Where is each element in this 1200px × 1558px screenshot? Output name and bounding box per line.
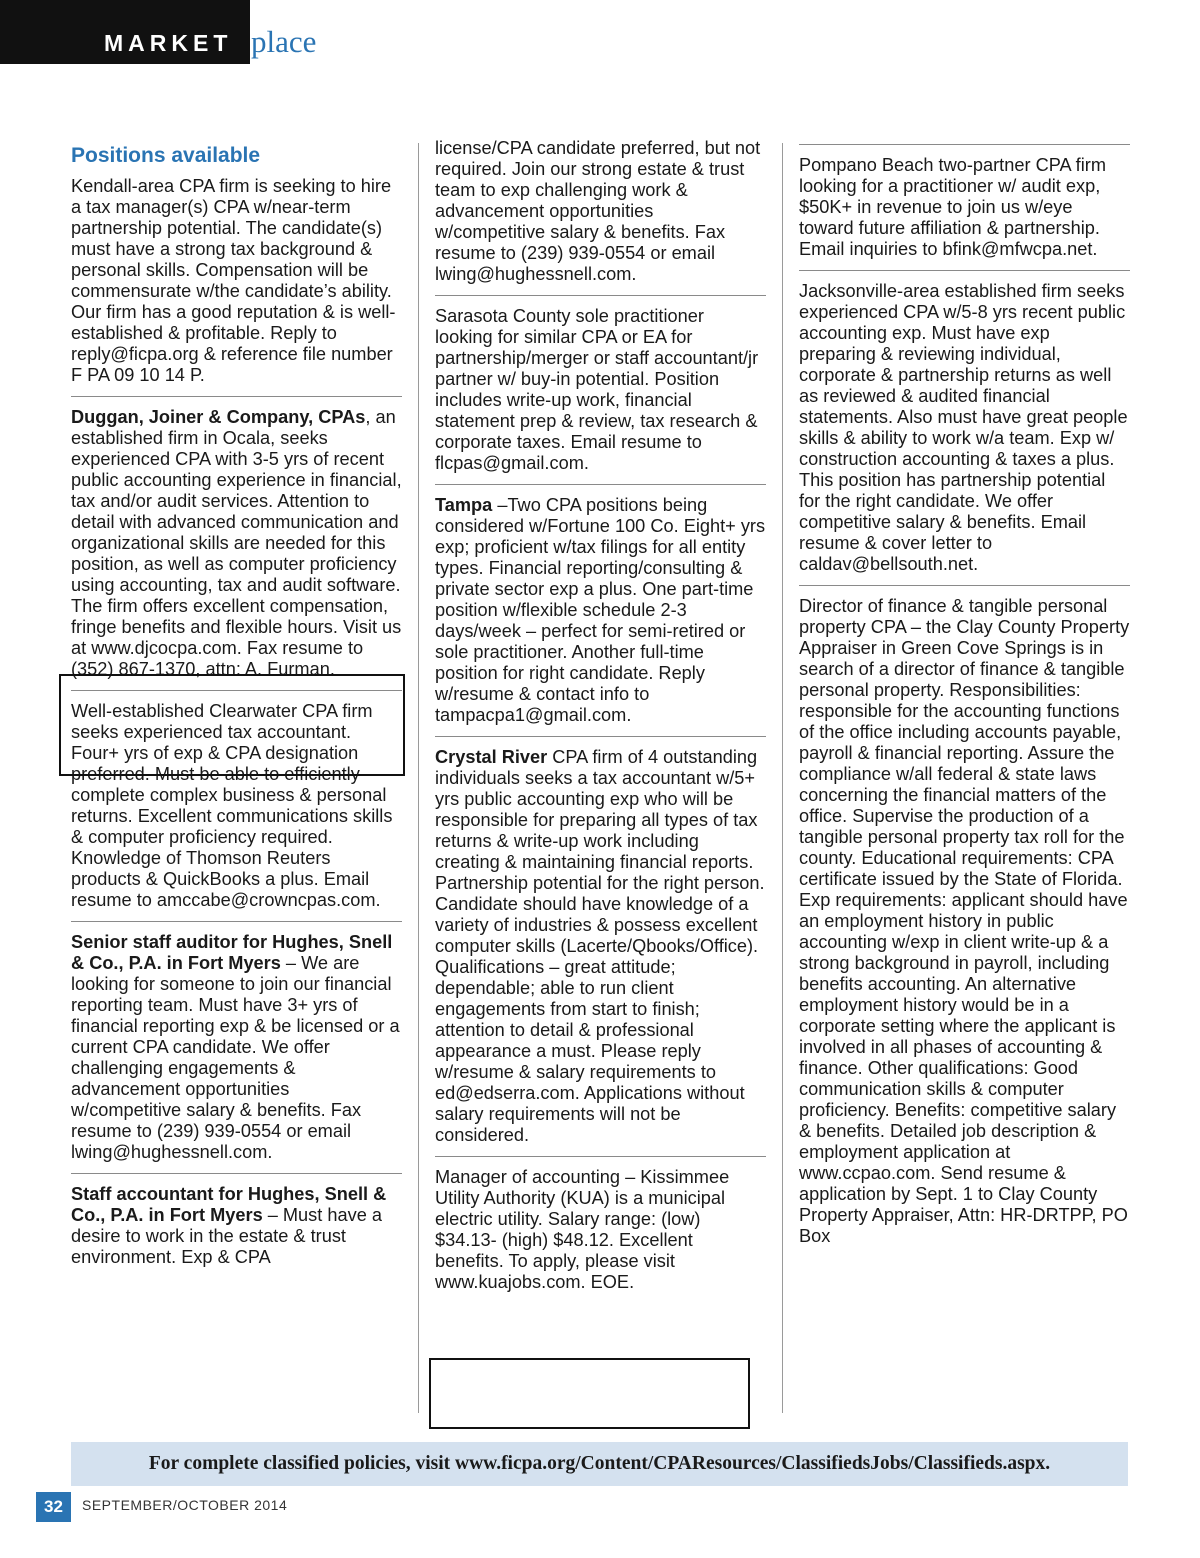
listing-divider — [435, 736, 766, 737]
listing-text: , an established firm in Ocala, seeks experienced CPA with 3-5 yrs of recent public accounting experience in financial, tax and/or audit services. Attention to detail with advanced communication and organizational skills are needed for this position, as well as computer proficiency using accounting, tax and audit software. The firm offers excellent compensation, fringe benefits and flexible hours. Visit us at www.djcocpa.com. Fax resume to (352) 867-1370, attn: A. Furman. — [71, 407, 402, 679]
classified-policies-band — [71, 1442, 1128, 1486]
listing-text: CPA firm of 4 outstanding individuals seeks a tax accountant w/5+ yrs public accounting exp who will be responsible for preparing all types of tax returns & write-up work including creating & maintaining financial reports. Partnership potential for the right person. Candidate should have knowledge of a variety of industries & possess excellent computer skills (Lacerte/Qbooks/Office). Qualifications – great attitude; dependable; able to run client engagements from start to finish; attention to detail & professional appearance a must. Please reply w/resume & salary requirements to ed@edserra.com. Applications without salary requirements will not be considered. — [435, 747, 765, 1145]
highlight-box-duggan-contact — [59, 674, 405, 776]
header-market-word: MARKET — [104, 30, 233, 56]
listing-text: – Must have a desire to work in the estate & trust environment. Exp & CPA — [71, 1205, 382, 1267]
listing-staff-accountant-continued — [435, 138, 766, 285]
listing-tampa — [435, 495, 766, 726]
listing-jacksonville — [799, 281, 1130, 575]
listing-divider — [799, 144, 1130, 145]
issue-date: SEPTEMBER/OCTOBER 2014 — [82, 1497, 288, 1513]
column-2 — [435, 138, 766, 1293]
classified-policies-text[interactable]: For complete classified policies, visit www.ficpa.org/Content/CPAResources/ClassifiedsJobs/Classifieds.aspx. — [148, 1453, 1051, 1474]
listing-divider — [435, 1156, 766, 1157]
listing-text: Well-established Clearwater CPA firm seeks experienced tax accountant. Four+ yrs of exp & CPA designation preferred. Must be able to efficiently complete complex business & personal returns. Excellent communications skills & computer proficiency required. Knowledge of Thomson Reuters products & QuickBooks a plus. Email resume to amccabe@crowncpas.com. — [71, 701, 393, 910]
listing-lead: Tampa — [435, 495, 493, 515]
column-divider — [782, 143, 783, 1413]
listing-text: Manager of accounting – Kissimmee Utility Authority (KUA) is a municipal electric utility. Salary range: (low) $34.13- (high) $48.12. Excellent benefits. To apply, please visit www.kuajobs.com. EOE. — [435, 1167, 730, 1292]
listing-divider — [435, 295, 766, 296]
listing-pompano-beach — [799, 155, 1130, 260]
listing-duggan-joiner — [71, 407, 402, 680]
header-place-word: place — [251, 24, 317, 59]
listing-crystal-river — [435, 747, 766, 1146]
listing-text: Sarasota County sole practitioner looking for similar CPA or EA for partnership/merger or staff accountant/jr partner w/ buy-in potential. Position includes write-up work, financial statement prep & review, tax research & corporate taxes. Email resume to flcpas@gmail.com. — [435, 306, 759, 473]
listing-text: –Two CPA positions being considered w/Fortune 100 Co. Eight+ yrs exp; proficient w/tax filings for all entity types. Financial reporting/consulting & private sector exp a plus. One part-time position w/flexible schedule 2-3 days/week – perfect for semi-retired or sole practitioner. Another full-time position for right candidate. Reply w/resume & contact info to tampacpa1@gmail.com. — [435, 495, 766, 725]
listing-divider — [71, 921, 402, 922]
listing-lead: Staff accountant for Hughes, Snell & Co., P.A. in Fort Myers — [71, 1184, 387, 1225]
column-3 — [799, 138, 1130, 1247]
listing-senior-staff-auditor — [71, 932, 402, 1163]
listing-lead: Crystal River — [435, 747, 548, 767]
listing-text: license/CPA candidate preferred, but not required. Join our strong estate & trust team to exp challenging work & advancement opportunities w/competitive salary & benefits. Fax resume to (239) 939-0554 or email lwing@hughessnell.com. — [435, 138, 761, 284]
listing-divider — [71, 396, 402, 397]
listing-divider — [799, 270, 1130, 271]
highlight-box-kua-contact — [429, 1358, 750, 1429]
listing-text: – We are looking for someone to join our financial reporting team. Must have 3+ yrs of financial reporting exp & be licensed or a current CPA candidate. We offer challenging engagements & advancement opportunities w/competitive salary & benefits. Fax resume to (239) 939-0554 or email lwing@hughessnell.com. — [71, 953, 400, 1162]
page-number-badge — [36, 1492, 71, 1522]
listing-sarasota — [435, 306, 766, 474]
column-divider — [418, 143, 419, 1413]
listing-clay-county — [799, 596, 1130, 1247]
listing-text: Director of finance & tangible personal property CPA – the Clay County Property Appraiser in Green Cove Springs is in search of a director of finance & tangible personal property. Responsibilities: responsible for the accounting functions of the office including accounts payable, payroll & financial reporting. Assure the compliance w/all federal & state laws concerning the financial matters of the office. Supervise the production of a tangible personal property tax roll for the county. Educational requirements: CPA certificate issued by the State of Florida. Exp requirements: applicant should have an employment history in public accounting w/exp in client write-up & a strong background in payroll, including benefits accounting. An alternative employment history would be in a corporate setting where the applicant is involved in all phases of accounting & finance. Other qualifications: Good communication skills & computer proficiency. Benefits: competitive salary & benefits. Detailed job description & employment application at www.ccpao.com. Send resume & application by Sept. 1 to Clay County Property Appraiser, Attn: HR-DRTPP, PO Box — [799, 596, 1130, 1246]
listing-divider — [71, 1173, 402, 1174]
listing-lead: Senior staff auditor for Hughes, Snell & Co., P.A. in Fort Myers — [71, 932, 393, 973]
listing-divider — [799, 585, 1130, 586]
listing-staff-accountant — [71, 1184, 402, 1268]
page-number: 32 — [44, 1497, 63, 1516]
listing-lead: Duggan, Joiner & Company, CPAs — [71, 407, 366, 427]
listing-divider — [435, 484, 766, 485]
listing-text: Jacksonville-area established firm seeks experienced CPA w/5-8 yrs recent public accounting exp. Must have exp preparing & reviewing individual, corporate & partnership returns as well as reviewed & audited financial statements. Also must have great people skills & ability to work w/a team. Exp w/ construction accounting & taxes a plus. This position has partnership potential for the right candidate. We offer competitive salary & benefits. Email resume & cover letter to caldav@bellsouth.net. — [799, 281, 1128, 574]
listing-text: Kendall-area CPA firm is seeking to hire a tax manager(s) CPA w/near-term partnership potential. The candidate(s) must have a strong tax background & personal skills. Compensation will be commensurate w/the candidate’s ability. Our firm has a good reputation & is well-established & profitable. Reply to reply@ficpa.org & reference file number F PA 09 10 14 P. — [71, 176, 396, 385]
section-title: Positions available — [71, 144, 261, 167]
listing-kissimmee-utility — [435, 1167, 766, 1293]
listing-text: Pompano Beach two-partner CPA firm looking for a practitioner w/ audit exp, $50K+ in revenue to join us w/eye toward future affiliation & partnership. Email inquiries to bfink@mfwcpa.net. — [799, 155, 1106, 259]
listing-kendall — [71, 176, 402, 386]
